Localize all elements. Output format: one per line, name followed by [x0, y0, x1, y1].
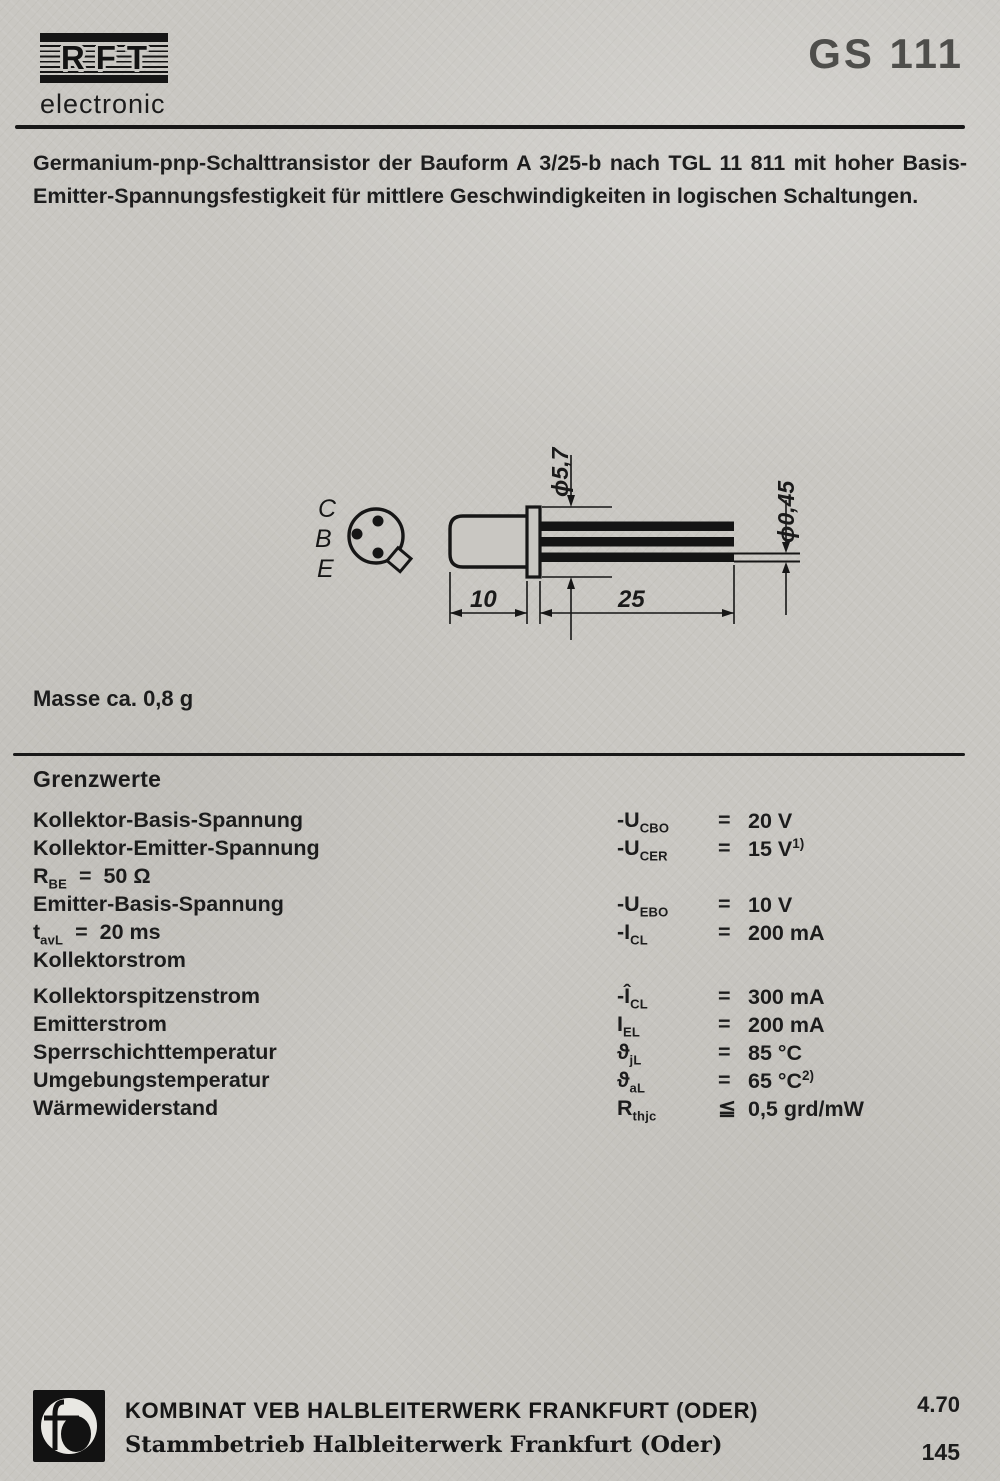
limit-symbol: $-Î_{CL}$ — [617, 984, 648, 1012]
rft-logo-letters: RFT — [60, 39, 159, 76]
limit-label: Sperrschichttemperatur — [33, 1040, 277, 1064]
limit-label: Kollektorspitzenstrom — [33, 984, 260, 1008]
limit-value: 0,5 grd/mW — [748, 1097, 864, 1122]
pinout-view — [315, 495, 411, 583]
limits-row — [33, 864, 967, 892]
brand-block — [40, 33, 168, 120]
limit-label: Kollektor-Basis-Spannung — [33, 808, 303, 832]
dim-label-lead-length: 25 — [618, 586, 645, 613]
limit-symbol: $-U_{EBO}$ — [617, 892, 669, 920]
limit-label: $t_{avL} = 20$ ms — [33, 920, 161, 948]
limits-row — [33, 984, 967, 1012]
limit-label: Emitter-Basis-Spannung — [33, 892, 284, 916]
limits-row — [33, 1068, 967, 1096]
hfo-logo-blob — [61, 1416, 91, 1452]
lead-bottom — [540, 553, 734, 563]
limit-value: 300 mA — [748, 985, 825, 1010]
transistor-body — [450, 516, 531, 567]
limit-value: 200 mA — [748, 1013, 825, 1038]
dim-arrow — [515, 609, 527, 617]
limit-symbol: $ϑ_{aL}$ — [617, 1068, 646, 1096]
page-number: 145 — [921, 1439, 960, 1465]
rft-logo — [40, 33, 168, 83]
limit-relation: = — [718, 808, 731, 832]
description-line-1: Germanium-pnp-Schalttransistor der Bauform A 3/25-b nach TGL 11 811 mit hoher Basis- — [33, 151, 967, 175]
limits-row — [33, 1040, 967, 1068]
limit-label: Emitterstrom — [33, 1012, 167, 1036]
pin-label-emitter: E — [317, 555, 334, 583]
limits-row — [33, 1012, 967, 1040]
dim-label-lead-diameter: ϕ0,45 — [773, 480, 799, 543]
limit-relation: = — [718, 836, 731, 860]
dim-arrow — [540, 609, 552, 617]
limits-row — [33, 836, 967, 864]
mass-note: Masse ca. 0,8 g — [33, 686, 194, 711]
lead-top — [540, 522, 734, 532]
limits-title: Grenzwerte — [33, 766, 162, 792]
limit-relation: = — [718, 892, 731, 916]
limit-label: $R_{BE} = 50$ Ω — [33, 864, 151, 892]
limit-value: 10 V — [748, 893, 793, 918]
pinout-index-tab — [387, 548, 411, 572]
limit-relation: = — [718, 1068, 731, 1092]
description-paragraph — [33, 147, 967, 213]
header-divider — [15, 125, 965, 129]
hfo-logo — [33, 1390, 105, 1462]
limit-value: 85 °C — [748, 1041, 803, 1066]
dim-label-body-length: 10 — [470, 586, 497, 613]
description-line-2: Emitter-Spannungsfestigkeit für mittlere Geschwindigkeiten in logischen Schaltungen. — [33, 184, 919, 208]
limit-value: 65 $^\circ C^{2)}$ — [748, 1068, 815, 1094]
limits-table — [33, 808, 967, 1124]
limits-row — [33, 1096, 967, 1124]
limit-relation: = — [718, 984, 731, 1008]
limit-value: 200 mA — [748, 921, 825, 946]
limit-relation: ≦ — [718, 1096, 737, 1120]
footer-company — [125, 1398, 758, 1458]
company-line-2: Stammbetrieb Halbleiterwerk Frankfurt (Oder) — [125, 1432, 723, 1458]
limit-symbol: $I_{EL}$ — [617, 1012, 640, 1040]
limit-label: Kollektor-Emitter-Spannung — [33, 836, 320, 860]
limit-relation: = — [718, 920, 731, 944]
side-view — [450, 507, 800, 577]
limit-relation: = — [718, 1040, 731, 1064]
limits-row — [33, 808, 967, 836]
limit-label: Umgebungstemperatur — [33, 1068, 270, 1092]
brand-subtitle: electronic — [40, 89, 166, 119]
part-number: GS 111 — [808, 30, 964, 77]
limit-label: Wärmewiderstand — [33, 1096, 219, 1120]
date-code: 4.70 — [917, 1392, 960, 1417]
lead-middle — [540, 537, 734, 547]
pin-dot-collector — [373, 516, 384, 527]
limits-row — [33, 892, 967, 920]
pin-label-collector: C — [318, 495, 337, 523]
pin-label-base: B — [315, 525, 332, 553]
dim-label-body-diameter: ϕ5,7 — [547, 447, 573, 497]
limits-row — [33, 920, 967, 948]
limits-divider — [13, 753, 965, 756]
pin-dot-base — [352, 529, 363, 540]
limit-label: Kollektorstrom — [33, 948, 186, 972]
limit-relation: = — [718, 1012, 731, 1036]
dim-arrow — [782, 562, 790, 573]
limit-value: 20 V — [748, 809, 793, 834]
dim-arrow — [722, 609, 734, 617]
limit-symbol: $-I_{CL}$ — [617, 920, 648, 948]
limit-symbol: $-U_{CER}$ — [617, 836, 668, 864]
limit-value: 15 $V^{1)}$ — [748, 836, 805, 862]
flange — [527, 507, 540, 577]
limit-symbol: $R_{thjc}$ — [617, 1096, 657, 1124]
package-outline-drawing — [280, 425, 825, 640]
limit-symbol: $-U_{CBO}$ — [617, 808, 670, 836]
pin-dot-emitter — [373, 548, 384, 559]
dim-arrow — [450, 609, 462, 617]
limit-symbol: $ϑ_{jL}$ — [617, 1040, 642, 1068]
company-line-1: KOMBINAT VEB HALBLEITERWERK FRANKFURT (ODER) — [125, 1398, 758, 1423]
limits-row — [33, 948, 967, 976]
dim-arrow — [567, 577, 575, 589]
